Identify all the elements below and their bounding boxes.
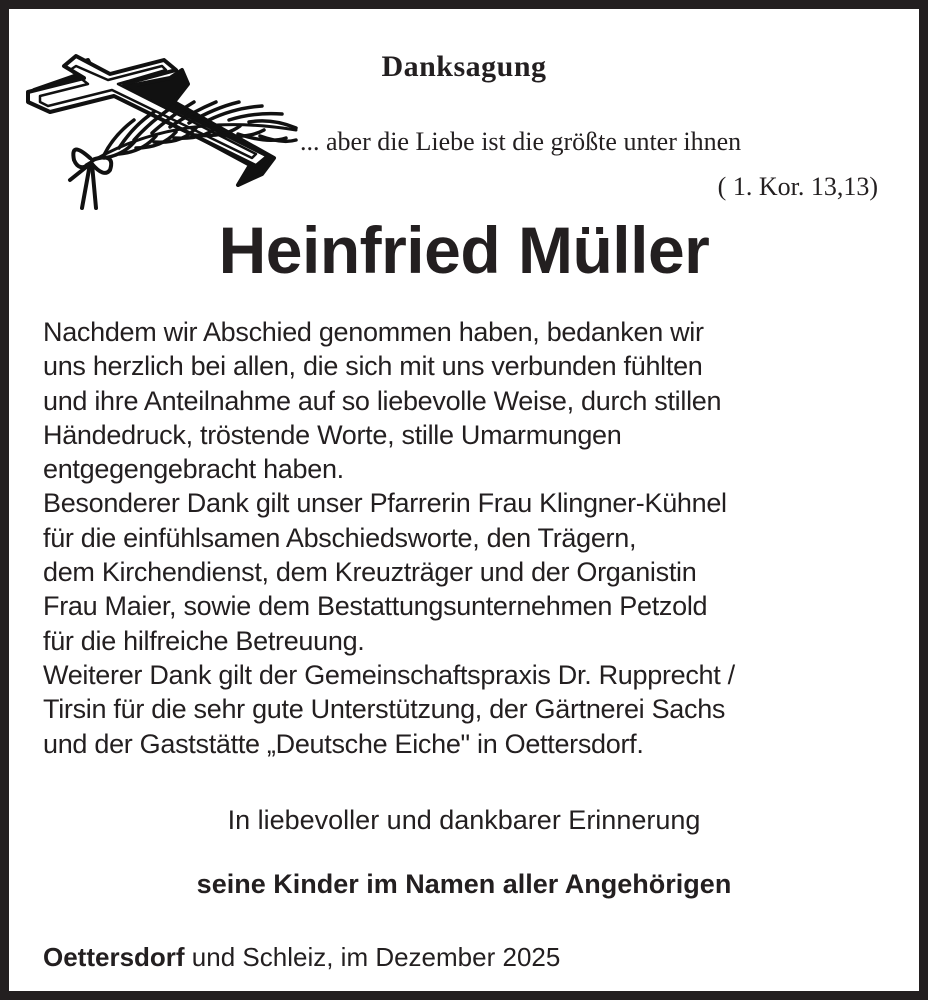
- deceased-name: Heinfried Müller: [218, 213, 710, 287]
- text-line: Besonderer Dank gilt unser Pfarrerin Frau Klingner-Kühnel: [43, 488, 727, 519]
- signature: seine Kinder im Namen aller Angehörigen: [196, 869, 732, 899]
- text-line: dem Kirchendienst, dem Kreuzträger und der Organistin: [43, 557, 697, 588]
- closing-line: In liebevoller und dankbarer Erinnerung: [227, 805, 701, 835]
- text-line: Weiterer Dank gilt der Gemeinschaftspraxis Dr. Rupprecht /: [43, 659, 735, 690]
- text-line: Nachdem wir Abschied genommen haben, bedanken wir: [43, 317, 704, 347]
- text-line: und der Gaststätte „Deutsche Eiche" in Oettersdorf.: [43, 728, 644, 759]
- text-line: entgegengebracht haben.: [43, 454, 344, 485]
- place-date-rest: und Schleiz, im Dezember 2025: [184, 942, 561, 972]
- text-line: Frau Maier, sowie dem Bestattungsunternehmen Petzold: [43, 591, 708, 622]
- text-line: für die einfühlsamen Abschiedsworte, den Trägern,: [43, 522, 637, 553]
- thanks-text: [43, 315, 735, 761]
- bible-reference: ( 1. Kor. 13,13): [717, 172, 878, 201]
- text-line: und ihre Anteilnahme auf so liebevolle Weise, durch stillen: [43, 385, 722, 416]
- text-line: Händedruck, tröstende Worte, stille Umarmungen: [43, 419, 622, 450]
- text-line: Tirsin für die sehr gute Unterstützung, der Gärtnerei Sachs: [43, 694, 726, 725]
- text-line: für die hilfreiche Betreuung.: [43, 625, 365, 656]
- text-line: uns herzlich bei allen, die sich mit uns verbunden fühlten: [43, 351, 703, 382]
- place-name: Oettersdorf: [43, 942, 185, 972]
- place-date: [43, 942, 560, 973]
- bible-quote: ... aber die Liebe ist die größte unter ihnen: [300, 127, 742, 156]
- heading-title: Danksagung: [381, 50, 547, 83]
